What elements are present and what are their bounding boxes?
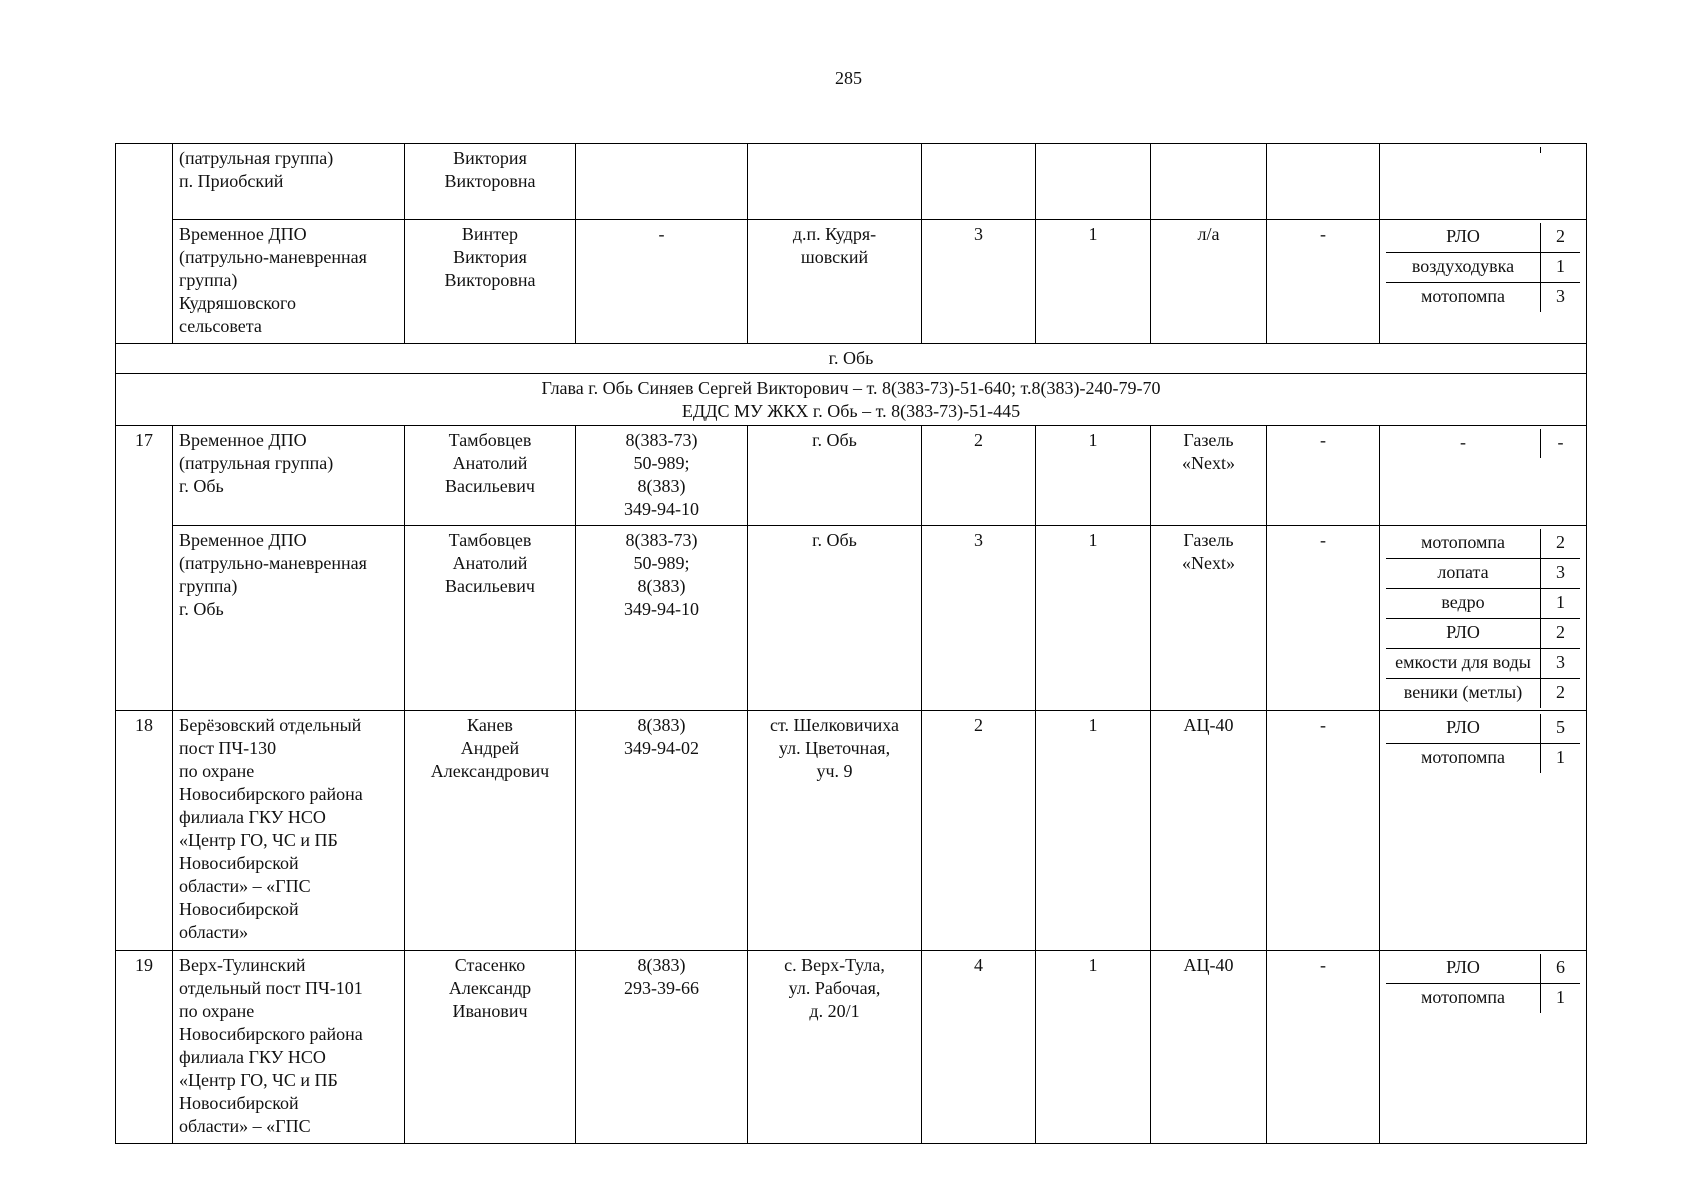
staff-count-cell: 3 — [922, 526, 1036, 711]
table-row — [116, 220, 1587, 344]
table-row — [116, 526, 1587, 711]
equipment-qty: 3 — [1541, 283, 1581, 313]
phone-cell: 8(383-73) 50-989; 8(383) 349-94-10 — [576, 526, 748, 711]
unit-count-cell: 1 — [1036, 951, 1151, 1144]
organization-cell: (патрульная группа) п. Приобский — [173, 144, 405, 220]
equipment-item — [1386, 619, 1580, 649]
vehicle-cell: л/а — [1151, 220, 1267, 344]
equipment-qty: 5 — [1541, 714, 1581, 744]
equipment-cell — [1380, 220, 1587, 344]
row-number: 19 — [116, 951, 173, 1144]
equipment-name: ведро — [1386, 589, 1541, 619]
equipment-qty — [1541, 147, 1581, 153]
equipment-item — [1386, 589, 1580, 619]
row-number: 17 — [116, 426, 173, 711]
section-dispatch-line: ЕДДС МУ ЖКХ г. Обь – т. 8(383-73)-51-445 — [681, 401, 1021, 421]
organization-cell: Берёзовский отдельный пост ПЧ-130 по охране Новосибирского района филиала ГКУ НСО «Центр ГО, ЧС и ПБ Новосибирской области» – «ГПС Новосибирской области» — [173, 711, 405, 951]
equipment-qty: 3 — [1541, 649, 1581, 679]
vehicle-cell: АЦ-40 — [1151, 951, 1267, 1144]
equipment-name: мотопомпа — [1386, 984, 1541, 1014]
phone-cell — [576, 144, 748, 220]
equipment-cell — [1380, 526, 1587, 711]
equipment-item — [1386, 679, 1580, 709]
organization-cell: Временное ДПО (патрульно-маневренная группа) г. Обь — [173, 526, 405, 711]
equipment-cell — [1380, 711, 1587, 951]
vehicle-cell: АЦ-40 — [1151, 711, 1267, 951]
equipment-item — [1386, 429, 1580, 458]
equipment-item — [1386, 559, 1580, 589]
organization-cell: Временное ДПО (патрульная группа) г. Обь — [173, 426, 405, 526]
location-cell: г. Обь — [748, 426, 922, 526]
equipment-qty: 2 — [1541, 619, 1581, 649]
location-cell: г. Обь — [748, 526, 922, 711]
equipment-cell — [1380, 144, 1587, 220]
row-number: 18 — [116, 711, 173, 951]
equipment-item — [1386, 253, 1580, 283]
unit-count-cell: 1 — [1036, 711, 1151, 951]
staff-count-cell: 4 — [922, 951, 1036, 1144]
equipment-qty: - — [1541, 429, 1581, 458]
table-row — [116, 144, 1587, 220]
equipment-list — [1386, 954, 1580, 1013]
equipment-list — [1386, 223, 1580, 312]
phone-cell: - — [576, 220, 748, 344]
equipment-qty: 2 — [1541, 679, 1581, 709]
unit-count-cell: 1 — [1036, 220, 1151, 344]
equipment-item — [1386, 649, 1580, 679]
equipment-item — [1386, 283, 1580, 313]
equipment-name: емкости для воды — [1386, 649, 1541, 679]
staff-count-cell: 2 — [922, 711, 1036, 951]
location-cell: д.п. Кудря- шовский — [748, 220, 922, 344]
unit-count-cell: 1 — [1036, 426, 1151, 526]
extra-cell: - — [1267, 711, 1380, 951]
equipment-qty: 1 — [1541, 253, 1581, 283]
section-head-contacts — [116, 374, 1587, 426]
responsible-person-cell: Тамбовцев Анатолий Васильевич — [405, 526, 576, 711]
location-cell: с. Верх-Тула, ул. Рабочая, д. 20/1 — [748, 951, 922, 1144]
staff-count-cell: 3 — [922, 220, 1036, 344]
equipment-item — [1386, 529, 1580, 559]
equipment-name: РЛО — [1446, 226, 1480, 246]
section-title: г. Обь — [116, 344, 1587, 374]
section-head-line: Глава г. Обь Синяев Сергей Викторович – т. 8(383-73)-51-640; т.8(383)-240-79-70 — [541, 378, 1161, 398]
vehicle-cell — [1151, 144, 1267, 220]
equipment-qty: 6 — [1541, 954, 1581, 984]
table-row — [116, 951, 1587, 1144]
unit-count-cell — [1036, 144, 1151, 220]
equipment-qty: 2 — [1541, 223, 1581, 253]
phone-cell: 8(383-73) 50-989; 8(383) 349-94-10 — [576, 426, 748, 526]
equipment-name: мотопомпа — [1386, 744, 1541, 774]
equipment-list — [1386, 714, 1580, 773]
equipment-cell — [1380, 426, 1587, 526]
equipment-name: воздуходувка — [1386, 253, 1541, 283]
responsible-person-cell: Тамбовцев Анатолий Васильевич — [405, 426, 576, 526]
organization-cell: Верх-Тулинский отдельный пост ПЧ-101 по охране Новосибирского района филиала ГКУ НСО «Центр ГО, ЧС и ПБ Новосибирской области» – «ГПС — [173, 951, 405, 1144]
equipment-qty: 1 — [1541, 589, 1581, 619]
location-cell: ст. Шелковичиха ул. Цветочная, уч. 9 — [748, 711, 922, 951]
equipment-qty: 3 — [1541, 559, 1581, 589]
equipment-name: РЛО — [1386, 619, 1541, 649]
section-head-row — [116, 374, 1587, 426]
resources-table — [115, 143, 1587, 1144]
phone-cell: 8(383) 293-39-66 — [576, 951, 748, 1144]
table-row — [116, 711, 1587, 951]
vehicle-cell: Газель «Next» — [1151, 526, 1267, 711]
phone-cell: 8(383) 349-94-02 — [576, 711, 748, 951]
location-cell — [748, 144, 922, 220]
responsible-person-cell: Канев Андрей Александрович — [405, 711, 576, 951]
page-number: 285 — [835, 68, 862, 88]
equipment-cell — [1380, 951, 1587, 1144]
vehicle-cell: Газель «Next» — [1151, 426, 1267, 526]
extra-cell: - — [1267, 951, 1380, 1144]
equipment-qty: 1 — [1541, 984, 1581, 1014]
extra-cell: - — [1267, 220, 1380, 344]
row-number — [116, 144, 173, 344]
extra-cell: - — [1267, 526, 1380, 711]
equipment-list — [1386, 429, 1580, 458]
equipment-name: мотопомпа — [1420, 532, 1506, 552]
equipment-name: веники (метлы) — [1386, 679, 1541, 709]
equipment-name: РЛО — [1446, 957, 1480, 977]
unit-count-cell: 1 — [1036, 526, 1151, 711]
staff-count-cell: 2 — [922, 426, 1036, 526]
equipment-name: РЛО — [1446, 717, 1480, 737]
equipment-name: мотопомпа — [1386, 283, 1541, 313]
equipment-item — [1386, 147, 1580, 153]
equipment-item — [1386, 954, 1580, 984]
responsible-person-cell: Виктория Викторовна — [405, 144, 576, 220]
equipment-name: лопата — [1386, 559, 1541, 589]
equipment-item — [1386, 223, 1580, 253]
equipment-qty: 2 — [1541, 529, 1581, 559]
section-title-row — [116, 344, 1587, 374]
table-row — [116, 426, 1587, 526]
staff-count-cell — [922, 144, 1036, 220]
equipment-qty: 1 — [1541, 744, 1581, 774]
responsible-person-cell: Винтер Виктория Викторовна — [405, 220, 576, 344]
equipment-item — [1386, 984, 1580, 1014]
equipment-item — [1386, 744, 1580, 774]
equipment-list — [1386, 529, 1580, 708]
equipment-name: - — [1460, 432, 1466, 452]
organization-cell: Временное ДПО (патрульно-маневренная группа) Кудряшовского сельсовета — [173, 220, 405, 344]
equipment-item — [1386, 714, 1580, 744]
extra-cell — [1267, 144, 1380, 220]
equipment-list — [1386, 147, 1580, 153]
extra-cell: - — [1267, 426, 1380, 526]
responsible-person-cell: Стасенко Александр Иванович — [405, 951, 576, 1144]
equipment-name — [1386, 147, 1541, 153]
